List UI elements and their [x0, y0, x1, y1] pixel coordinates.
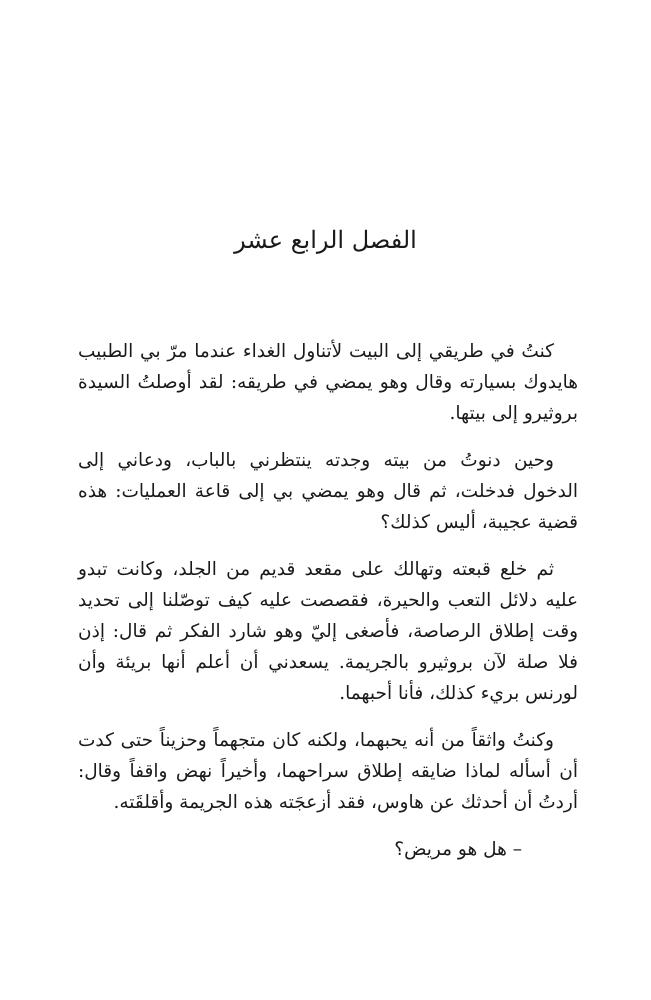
- paragraph: وحين دنوتُ من بيته وجدته ينتظرني بالباب، ودعاني إلى الدخول فدخلت، ثم قال وهو يمضي بي إلى قاعة العمليات: هذه قضية عجيبة، أليس كذلك؟: [78, 450, 578, 533]
- chapter-title: الفصل الرابع عشر: [234, 226, 417, 254]
- chapter-body: [78, 336, 578, 881]
- paragraph: كنتُ في طريقي إلى البيت لأتناول الغداء عندما مرّ بي الطبيب هايدوك بسيارته وقال وهو يمضي في طريقه: لقد أوصلتُ السيدة بروثيرو إلى بيتها.: [78, 341, 578, 424]
- paragraph: وكنتُ واثقاً من أنه يحبهما، ولكنه كان متجهماً وحزيناً حتى كدت أن أسأله لماذا ضايقه إطلاق سراحهما، وأخيراً نهض واقفاً وقال: أردتُ أن أحدثك عن هاوس، فقد أزعجَته هذه الجريمة وأقلقَته.: [78, 730, 578, 813]
- dialogue-line: – هل هو مريض؟: [394, 839, 522, 860]
- paragraph: ثم خلع قبعته وتهالك على مقعد قديم من الجلد، وكانت تبدو عليه دلائل التعب والحيرة، فقصصت عليه كيف توصّلنا إلى تحديد وقت إطلاق الرصاصة، فأصغى إليّ وهو شارد الفكر ثم قال: إذن فلا صلة لآن بروثيرو بالجريمة. يسعدني أن أعلم أنها بريئة وأن لورنس بريء كذلك، فأنا أحبهما.: [78, 559, 578, 704]
